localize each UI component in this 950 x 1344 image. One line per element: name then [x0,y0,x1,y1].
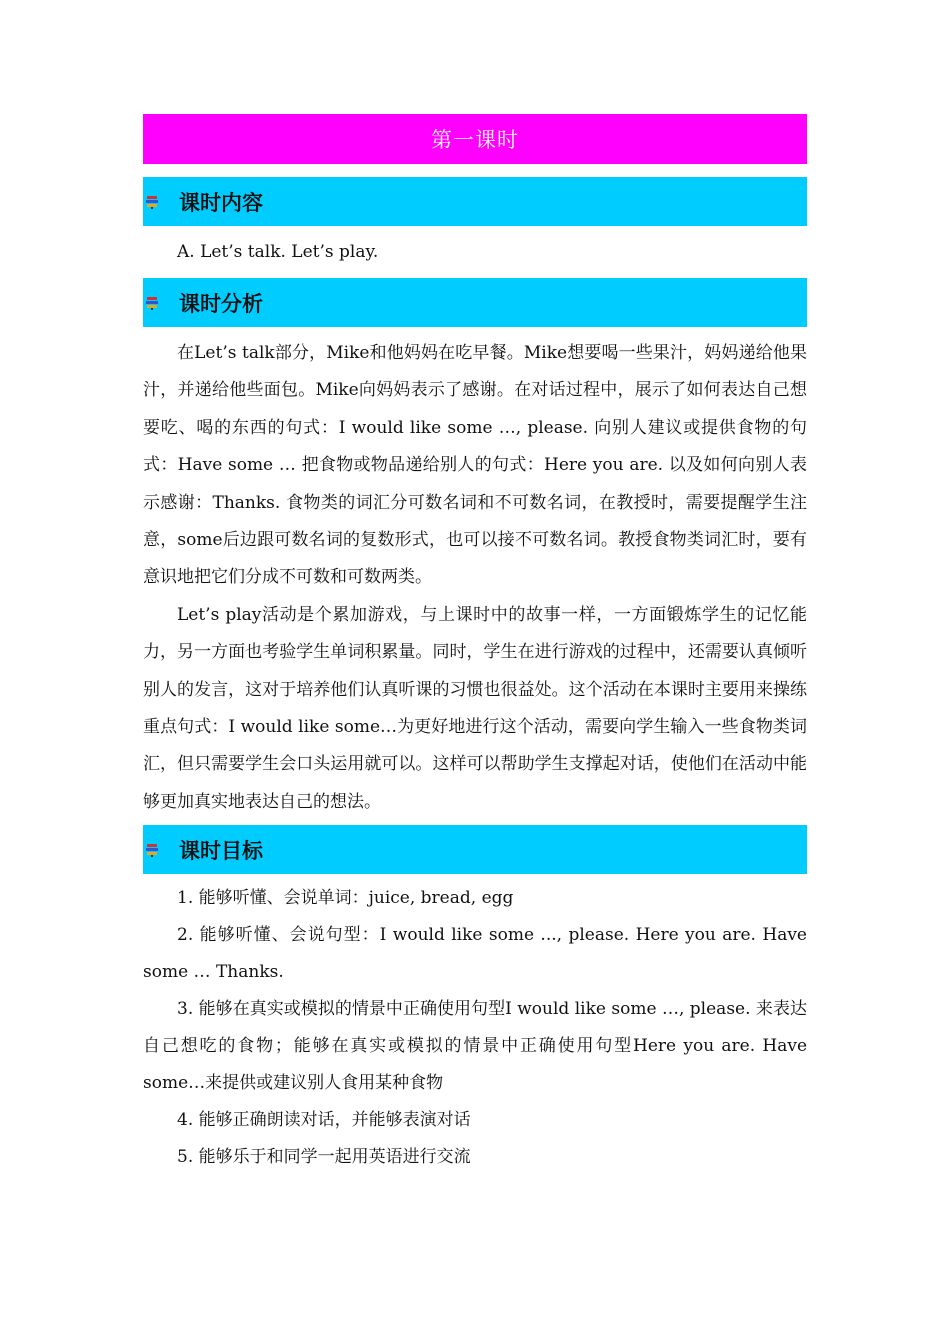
lesson-title: 第一课时 [431,128,519,152]
book-stack-icon [145,843,159,857]
lesson-content-text: A. Let’s talk. Let’s play. [177,242,379,262]
goal-item: 1. 能够听懂、会说单词：juice, bread, egg [177,888,514,909]
section-header-goals [143,825,807,874]
section-header-content [143,177,807,226]
section-header-analysis [143,278,807,327]
goal-item: 3. 能够在真实或模拟的情景中正确使用句型I would like some …, please. 来表达自己想吃的食物；能够在真实或模拟的情景中正确使用句型Here you are. Have some…来提供或建议别人食用某种食物 [143,999,807,1094]
book-stack-icon [145,296,159,310]
analysis-body [143,327,807,825]
analysis-paragraph: 在Let’s talk部分，Mike和他妈妈在吃早餐。Mike想要喝一些果汁，妈妈递给他果汁，并递给他些面包。Mike向妈妈表示了感谢。在对话过程中，展示了如何表达自己想要吃、喝的东西的句式：I would like some …, please. 向别人建议或提供食物的句式：Have some … 把食物或物品递给别人的句式：Here you are. 以及如何向别人表示感谢：Thanks. 食物类的词汇分可数名词和不可数名词，在教授时，需要提醒学生注意，some后边跟可数名词的复数形式，也可以接不可数名词。教授食物类词汇时，要有意识地把它们分成不可数和可数两类。 [143,343,807,588]
goal-item: 5. 能够乐于和同学一起用英语进行交流 [177,1147,471,1168]
section-heading-content: 课时内容 [179,190,263,215]
section-heading-goals: 课时目标 [179,838,263,863]
goals-list [143,874,807,1176]
section-heading-analysis: 课时分析 [179,291,263,316]
book-stack-icon [145,195,159,209]
analysis-paragraph: Let’s play活动是个累加游戏，与上课时中的故事一样，一方面锻炼学生的记忆能力，另一方面也考验学生单词积累量。同时，学生在进行游戏的过程中，还需要认真倾听别人的发言，这对于培养他们认真听课的习惯也很益处。这个活动在本课时主要用来操练重点句式：I would like some…为更好地进行这个活动，需要向学生输入一些食物类词汇，但只需要学生会口头运用就可以。这样可以帮助学生支撑起对话，使他们在活动中能够更加真实地表达自己的想法。 [143,604,807,812]
lesson-title-bar [143,114,807,164]
goal-item: 4. 能够正确朗读对话，并能够表演对话 [177,1110,471,1131]
document-page [143,114,807,1176]
goal-item: 2. 能够听懂、会说句型：I would like some ..., please. Here you are. Have some … Thanks. [143,925,807,983]
